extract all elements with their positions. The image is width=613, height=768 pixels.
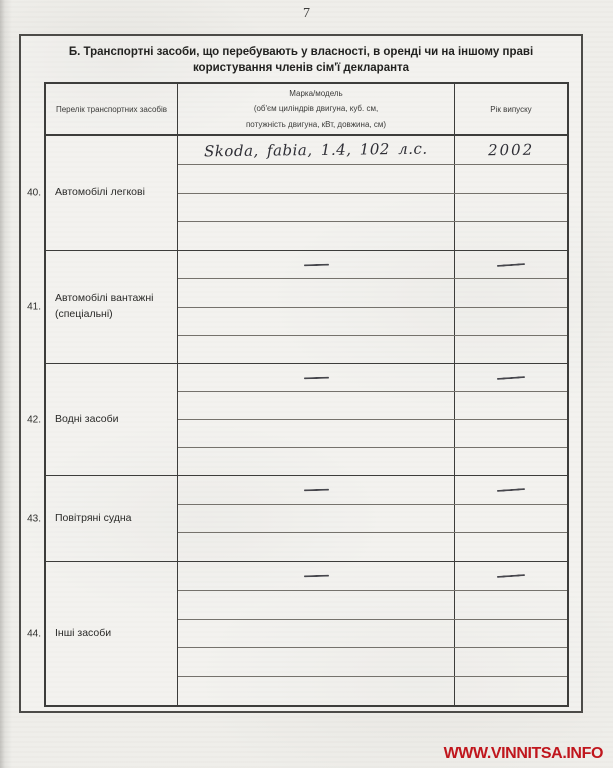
header-make-model	[178, 84, 455, 134]
entry-year-cell	[455, 476, 567, 504]
entry-line	[178, 505, 567, 534]
entry-model-cell	[178, 336, 455, 363]
entry-year-cell	[455, 448, 567, 475]
row-entries	[178, 562, 567, 705]
entry-line	[178, 279, 567, 307]
row-number: 40.	[27, 187, 41, 199]
entry-year-cell	[455, 620, 567, 648]
entry-model-cell	[178, 562, 455, 590]
entry-line	[178, 562, 567, 591]
handwritten-dash	[303, 574, 328, 577]
handwritten-dash	[303, 488, 328, 491]
entry-model-cell	[178, 308, 455, 335]
table-row-42	[27, 363, 567, 475]
entry-year-cell	[455, 364, 567, 391]
entry-model-cell	[178, 251, 455, 278]
handwritten-dash	[497, 574, 525, 578]
entry-model-cell	[178, 420, 455, 447]
row-entries	[178, 136, 567, 250]
entry-line	[178, 165, 567, 194]
entry-line	[178, 308, 567, 336]
entry-line	[178, 336, 567, 363]
entry-model-cell	[178, 364, 455, 391]
row-label: Автомобілі легкові	[46, 136, 178, 250]
handwritten-dash	[497, 488, 525, 492]
entry-line	[178, 420, 567, 448]
entry-model-cell	[178, 476, 455, 504]
entry-year-cell	[455, 533, 567, 561]
entry-line	[178, 648, 567, 677]
handwritten-dash	[497, 376, 525, 380]
entry-line	[178, 533, 567, 561]
entry-year-cell	[455, 562, 567, 590]
entry-line	[178, 620, 567, 649]
row-number: 44.	[27, 628, 41, 639]
entry-year-cell	[455, 591, 567, 619]
table-row-41	[27, 250, 567, 363]
row-label: Водні засоби	[46, 364, 178, 475]
table-row-40	[27, 136, 567, 250]
entry-line	[178, 194, 567, 223]
handwritten-dash	[497, 263, 525, 267]
entry-year-cell	[455, 677, 567, 705]
handwritten-model: Skoda, fabia, 1.4, 102 л.с.	[204, 139, 428, 161]
entry-year-cell	[455, 222, 567, 250]
entry-model-cell	[178, 533, 455, 561]
watermark-vinnitsa-info: WWW.VINNITSA.INFO	[443, 745, 603, 762]
row-entries	[178, 251, 567, 363]
header-make-model-line2: (об'єм циліндрів двигуна, куб. см,	[253, 104, 379, 114]
entry-model-cell	[178, 591, 455, 619]
row-entries	[178, 364, 567, 475]
page-number: 7	[303, 6, 310, 21]
row-label: Повітряні судна	[46, 476, 178, 561]
entry-line	[178, 476, 567, 505]
handwritten-dash	[303, 263, 328, 266]
table-header-row	[46, 84, 567, 136]
entry-model-cell	[178, 677, 455, 705]
entry-model-cell	[178, 194, 455, 222]
handwritten-dash	[303, 376, 328, 379]
table-body	[27, 136, 567, 705]
header-make-model-line1: Марка/модель	[289, 89, 343, 99]
entry-model-cell	[178, 505, 455, 533]
entry-line	[178, 364, 567, 392]
section-title: Б. Транспортні засоби, що перебувають у власності, в оренді чи на іншому праві користування членів сім'ї декларанта	[68, 46, 534, 74]
vehicles-table	[27, 82, 569, 707]
entry-line	[178, 136, 567, 165]
entry-year-cell	[455, 136, 567, 164]
entry-year-cell	[455, 251, 567, 278]
entry-model-cell	[178, 136, 455, 164]
table-row-44	[27, 561, 567, 705]
header-year: Рік випуску	[490, 104, 532, 114]
entry-model-cell	[178, 279, 455, 306]
entry-model-cell	[178, 165, 455, 193]
entry-year-cell	[455, 505, 567, 533]
entry-model-cell	[178, 222, 455, 250]
row-number: 43.	[27, 513, 41, 524]
entry-model-cell	[178, 620, 455, 648]
entry-year-cell	[455, 392, 567, 419]
row-label: Інші засоби	[46, 562, 178, 705]
entry-line	[178, 591, 567, 620]
entry-year-cell	[455, 648, 567, 676]
row-number: 42.	[27, 414, 41, 425]
entry-model-cell	[178, 448, 455, 475]
row-label: Автомобілі вантажні (спеціальні)	[46, 251, 178, 363]
entry-year-cell	[455, 420, 567, 447]
section-b-box	[19, 34, 583, 713]
entry-model-cell	[178, 392, 455, 419]
entry-line	[178, 677, 567, 705]
entry-year-cell	[455, 279, 567, 306]
row-number: 41.	[27, 301, 41, 313]
handwritten-year: 2002	[487, 140, 535, 160]
table-row-43	[27, 475, 567, 561]
row-entries	[178, 476, 567, 561]
entry-model-cell	[178, 648, 455, 676]
entry-year-cell	[455, 336, 567, 363]
entry-line	[178, 392, 567, 420]
entry-line	[178, 251, 567, 279]
entry-year-cell	[455, 308, 567, 335]
entry-line	[178, 448, 567, 475]
entry-year-cell	[455, 165, 567, 193]
header-vehicle-list: Перелік транспортних засобів	[46, 84, 178, 134]
entry-line	[178, 222, 567, 250]
entry-year-cell	[455, 194, 567, 222]
header-make-model-line3: потужність двигуна, кВт, довжина, см)	[245, 119, 387, 129]
